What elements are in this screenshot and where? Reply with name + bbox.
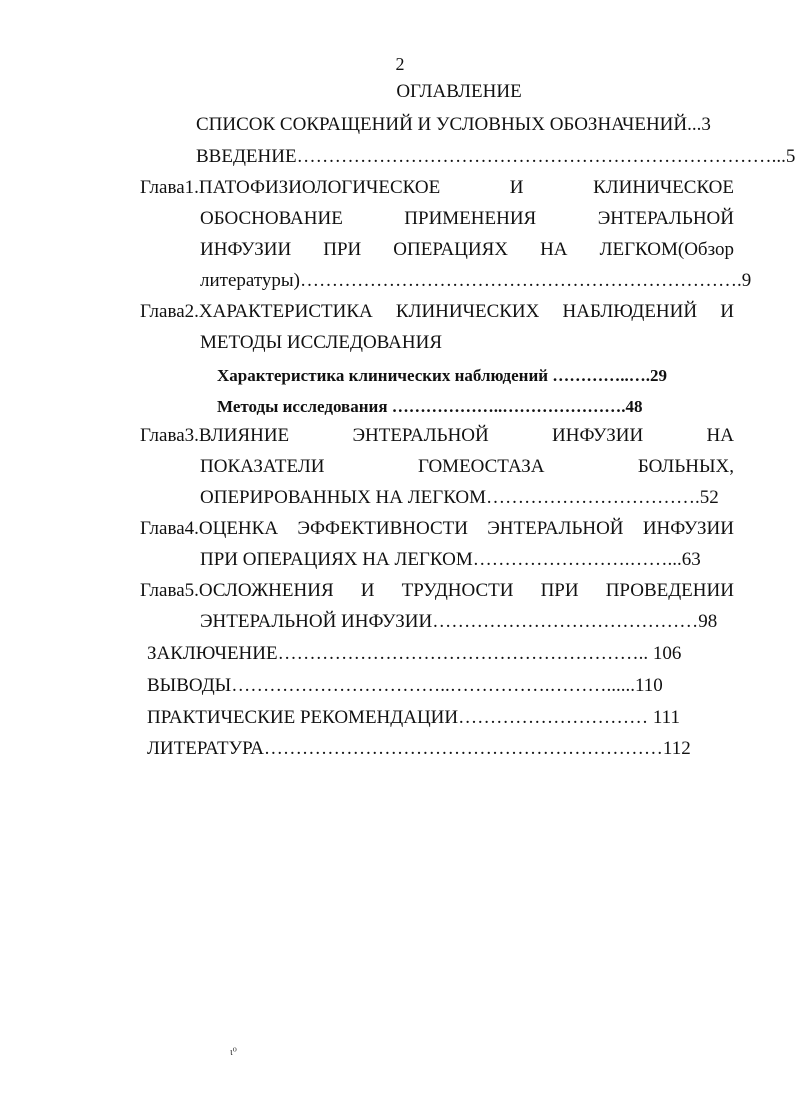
word: ИНФУЗИИ: [552, 425, 644, 446]
toc-entry-chapter3-line1[interactable]: [140, 424, 734, 448]
word: ПРОВЕДЕНИИ: [605, 580, 734, 601]
toc-entry-chapter2-line1[interactable]: [140, 300, 734, 324]
toc-entry-conclusion[interactable]: ЗАКЛЮЧЕНИЕ………………………………………………….. 106: [147, 643, 682, 664]
word: НАБЛЮДЕНИЙ: [562, 301, 698, 322]
toc-entry-chapter3-line2[interactable]: [200, 455, 734, 479]
word: И: [720, 301, 734, 322]
toc-entry-introduction[interactable]: ВВЕДЕНИЕ…………………………………………………………………...5: [196, 146, 795, 167]
toc-entry-literature[interactable]: ЛИТЕРАТУРА………………………………………………………112: [147, 738, 691, 759]
word: ИНФУЗИИ: [200, 239, 292, 260]
toc-entry-chapter2-line2[interactable]: МЕТОДЫ ИССЛЕДОВАНИЯ: [200, 332, 442, 353]
scan-mark: ι⁰: [230, 1047, 237, 1058]
word: ЭНТЕРАЛЬНОЙ: [352, 425, 489, 446]
toc-entry-chapter5-line1[interactable]: [140, 579, 734, 603]
word: БОЛЬНЫХ,: [637, 456, 734, 477]
word: ПОКАЗАТЕЛИ: [200, 456, 325, 477]
word: ПРИ: [323, 239, 362, 260]
word: ИНФУЗИИ: [642, 518, 734, 539]
toc-entry-chapter1-line3[interactable]: [200, 238, 734, 262]
word: КЛИНИЧЕСКИХ: [395, 301, 540, 322]
word: НА: [540, 239, 568, 260]
page-number: 2: [395, 54, 405, 74]
word: ОБОСНОВАНИЕ: [200, 208, 343, 229]
toc-entry-recommendations[interactable]: ПРАКТИЧЕСКИЕ РЕКОМЕНДАЦИИ………………………… 111: [147, 707, 680, 728]
toc-entry-findings[interactable]: ВЫВОДЫ……………………………..…………….………......110: [147, 675, 663, 696]
word: ЛЕГКОМ(Обзор: [599, 239, 734, 260]
word: КЛИНИЧЕСКОЕ: [593, 177, 734, 198]
word: ЭНТЕРАЛЬНОЙ: [487, 518, 624, 539]
word: Глава5.ОСЛОЖНЕНИЯ: [140, 580, 334, 601]
toc-subentry-research-methods[interactable]: Методы исследования ………………..………………….48: [217, 397, 643, 416]
toc-heading: ОГЛАВЛЕНИЕ: [396, 81, 522, 102]
toc-entry-chapter5-line2[interactable]: ЭНТЕРАЛЬНОЙ ИНФУЗИИ……………………………………98: [200, 611, 718, 632]
word: И: [509, 177, 524, 198]
word: ЭФФЕКТИВНОСТИ: [297, 518, 468, 539]
word: ПРИМЕНЕНИЯ: [404, 208, 537, 229]
toc-entry-abbreviations[interactable]: СПИСОК СОКРАЩЕНИЙ И УСЛОВНЫХ ОБОЗНАЧЕНИЙ...3: [196, 114, 711, 135]
word: Глава2.ХАРАКТЕРИСТИКА: [140, 301, 373, 322]
word: ЭНТЕРАЛЬНОЙ: [597, 208, 734, 229]
word: Глава1.ПАТОФИЗИОЛОГИЧЕСКОЕ: [140, 177, 441, 198]
word: ТРУДНОСТИ: [401, 580, 514, 601]
toc-entry-chapter3-line3[interactable]: ОПЕРИРОВАННЫХ НА ЛЕГКОМ…………………………….52: [200, 487, 719, 508]
toc-entry-chapter4-line2[interactable]: ПРИ ОПЕРАЦИЯХ НА ЛЕГКОМ…………………….……...63: [200, 549, 701, 570]
toc-entry-chapter1-line4[interactable]: литературы)…………………………………………………………….9: [200, 270, 752, 291]
word: И: [360, 580, 375, 601]
toc-entry-chapter1-line1[interactable]: [140, 176, 734, 200]
word: НА: [706, 425, 734, 446]
word: ГОМЕОСТАЗА: [417, 456, 545, 477]
toc-entry-chapter4-line1[interactable]: [140, 517, 734, 541]
toc-subentry-clinical-observations[interactable]: Характеристика клинических наблюдений …………..….29: [217, 366, 668, 385]
word: ПРИ: [540, 580, 579, 601]
word: ОПЕРАЦИЯХ: [393, 239, 509, 260]
word: Глава4.ОЦЕНКА: [140, 518, 279, 539]
toc-entry-chapter1-line2[interactable]: [200, 207, 734, 231]
word: Глава3.ВЛИЯНИЕ: [140, 425, 290, 446]
